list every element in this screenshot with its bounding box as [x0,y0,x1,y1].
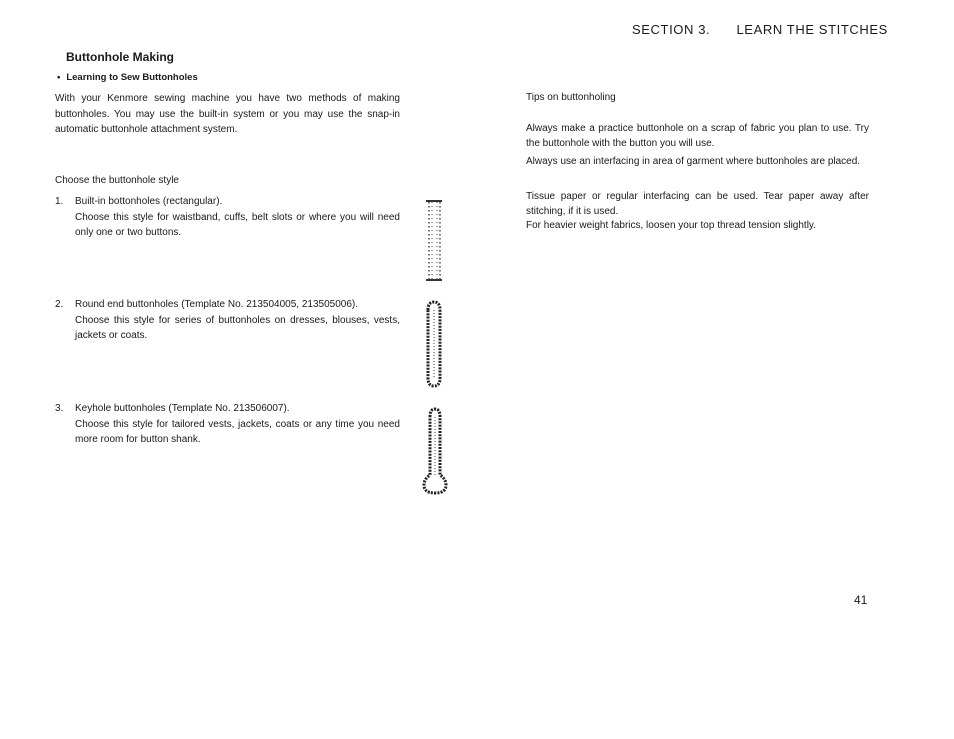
rectangular-buttonhole-icon [420,196,450,286]
bullet-dot: • [57,72,61,83]
style-item-1 [55,194,400,241]
style-item-2-label [55,297,400,313]
section-number: SECTION 3. [632,22,711,37]
bullet-heading-text: Learning to Sew Buttonholes [66,72,198,83]
style-item-3-label [55,401,400,417]
keyhole-buttonhole-icon [418,405,452,497]
tips-heading: Tips on buttonholing [526,92,616,103]
intro-paragraph: With your Kenmore sewing machine you have two methods of making buttonholes. You may use the built-in system or you may use the snap-in automatic buttonhole attachment system. [55,93,400,135]
style-item-1-number: 1. [55,196,64,207]
style-item-2-description: Choose this style for series of buttonholes on dresses, blouses, vests, jackets or coats. [75,314,400,341]
round-end-buttonhole-icon [420,298,450,390]
section-header [632,22,888,37]
bullet-heading [57,72,198,83]
style-item-2 [55,297,400,344]
style-item-1-description: Choose this style for waistband, cuffs, belt slots or where you will need only one or two buttons. [75,211,400,238]
style-item-2-label-text: Round end buttonholes (Template No. 213504005, 213505006). [75,299,358,310]
choose-style-heading: Choose the buttonhole style [55,175,179,186]
tip-4: For heavier weight fabrics, loosen your top thread tension slightly. [526,220,816,231]
tip-2: Always use an interfacing in area of garment where buttonholes are placed. [526,156,861,167]
style-item-1-label [55,194,400,210]
style-item-3 [55,401,400,448]
style-item-1-label-text: Built-in bottonholes (rectangular). [75,196,223,207]
page-number: 41 [854,593,868,607]
style-item-3-label-text: Keyhole buttonholes (Template No. 213506007). [75,403,290,414]
page-title: Buttonhole Making [66,50,174,64]
style-item-3-number: 3. [55,403,64,414]
tip-3: Tissue paper or regular interfacing can be used. Tear paper away after stitching, if it is used. [526,191,869,217]
style-item-3-description: Choose this style for tailored vests, jackets, coats or any time you need more room for button shank. [75,418,400,445]
style-item-2-number: 2. [55,299,64,310]
section-title: LEARN THE STITCHES [736,22,888,37]
tip-1: Always make a practice buttonhole on a scrap of fabric you plan to use. Try the buttonhole with the button you will use. [526,123,869,149]
